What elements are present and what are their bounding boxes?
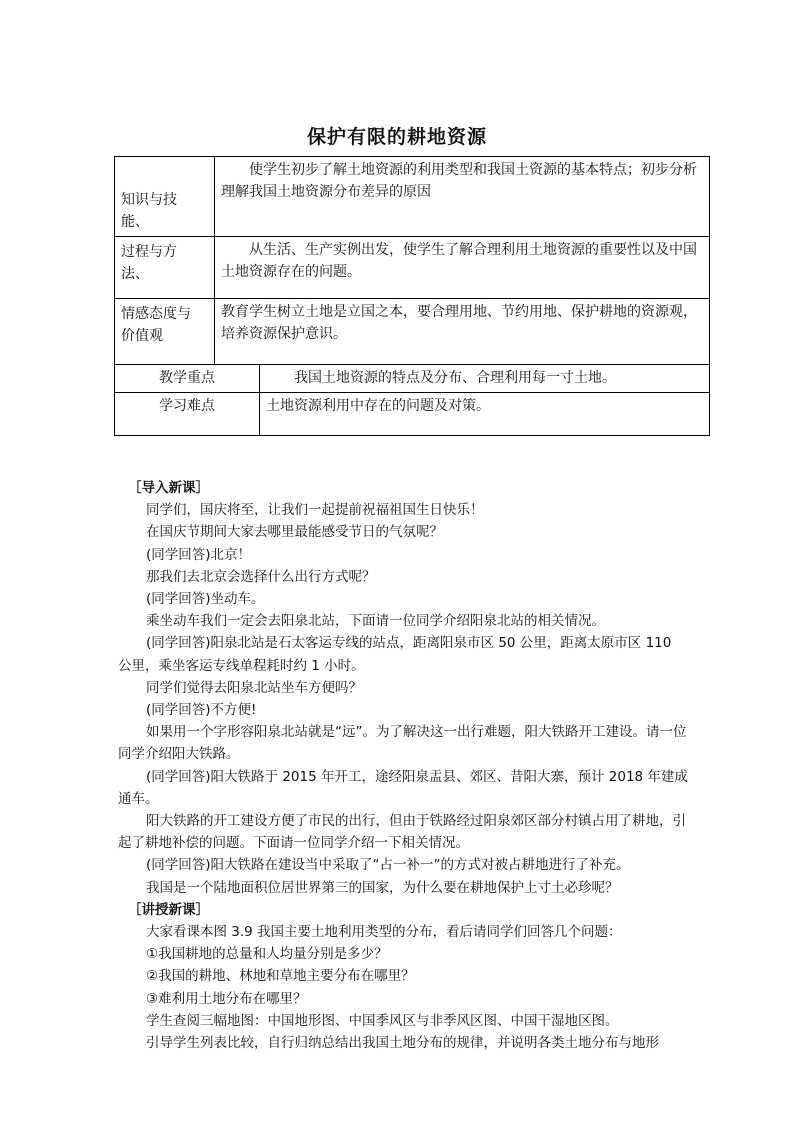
key-points-content: 我国土地资源的特点及分布、合理利用每一寸土地。 [260, 365, 710, 393]
section-heading: ［讲授新课］ [128, 901, 209, 918]
paragraph: (同学回答)阳大铁路在建设当中采取了“占一补一”的方式对被占耕地进行了补充。 [146, 857, 630, 874]
paragraph: 乘坐动车我们一定会去阳泉北站，下面请一位同学介绍阳泉北站的相关情况。 [146, 613, 605, 630]
section-heading: ［导入新课］ [128, 480, 209, 496]
objective-row-knowledge [115, 157, 710, 237]
paragraph: 学生查阅三幅地图：中国地形图、中国季风区与非季风区图、中国干湿地区图。 [146, 1012, 619, 1029]
paragraph: 大家看课本图 3.9 我国主要土地利用类型的分布，看后请同学们回答几个问题： [146, 924, 622, 941]
difficulties-row [115, 393, 710, 436]
page-title: 保护有限的耕地资源 [306, 126, 487, 148]
paragraph: (同学回答)北京！ [146, 546, 252, 563]
paragraph: (同学回答)不方便! [146, 702, 257, 719]
objective-row-emotion [115, 299, 710, 365]
objective-content: 从生活、生产实例出发，使学生了解合理利用土地资源的重要性以及中国土地资源存在的问题。 [215, 237, 710, 299]
objective-content: 教育学生树立土地是立国之本，要合理用地、节约用地、保护耕地的资源观，培养资源保护意识。 [215, 299, 710, 365]
difficulties-content: 土地资源利用中存在的问题及对策。 [260, 393, 710, 436]
paragraph: 在国庆节期间大家去哪里最能感受节日的气氛呢？ [146, 524, 443, 541]
paragraph: ③难利用土地分布在哪里？ [146, 990, 307, 1007]
paragraph: (同学回答)阳泉北站是石太客运专线的站点，距离阳泉市区 50 公里，距离太原市区 110 公里，乘坐客运专线单程耗时约 1 小时。 [118, 635, 672, 674]
objective-label: 知识与技能、 [115, 157, 215, 237]
objective-row-process [115, 237, 710, 299]
paragraph: (同学回答)坐动车。 [146, 591, 265, 608]
objective-label: 过程与方法、 [115, 237, 215, 299]
paragraph: ②我国的耕地、林地和草地主要分布在哪里？ [146, 968, 415, 985]
paragraph: 如果用一个字形容阳泉北站就是“远”。为了解决这一出行难题，阳大铁路开工建设。请一位同学介绍阳大铁路。 [118, 724, 687, 763]
lesson-body [118, 477, 688, 1054]
key-points-row [115, 365, 710, 393]
paragraph: ①我国耕地的总量和人均量分别是多少？ [146, 946, 388, 963]
paragraph: 同学们，国庆将至，让我们一起提前祝福祖国生日快乐！ [146, 502, 484, 519]
difficulties-label: 学习难点 [115, 393, 260, 436]
paragraph: 阳大铁路的开工建设方便了市民的出行，但由于铁路经过阳泉郊区部分村镇占用了耕地，引起了耕地补偿的问题。下面请一位同学介绍一下相关情况。 [118, 813, 686, 852]
objectives-table [114, 156, 710, 436]
paragraph: (同学回答)阳大铁路于 2015 年开工，途经阳泉盂县、郊区、昔阳大寨，预计 2018 年建成通车。 [118, 768, 688, 807]
key-points-label: 教学重点 [115, 365, 260, 393]
objective-label: 情感态度与价值观 [115, 299, 215, 365]
paragraph: 同学们觉得去阳泉北站坐车方便吗？ [146, 679, 362, 696]
paragraph: 我国是一个陆地面积位居世界第三的国家，为什么要在耕地保护上寸土必珍呢？ [146, 879, 619, 896]
paragraph: 引导学生列表比较，自行归纳总结出我国土地分布的规律，并说明各类土地分布与地形 [146, 1035, 659, 1052]
paragraph: 那我们去北京会选择什么出行方式呢？ [146, 568, 376, 585]
objective-content: 使学生初步了解土地资源的利用类型和我国土资源的基本特点；初步分析理解我国土地资源分布差异的原因 [215, 157, 710, 237]
